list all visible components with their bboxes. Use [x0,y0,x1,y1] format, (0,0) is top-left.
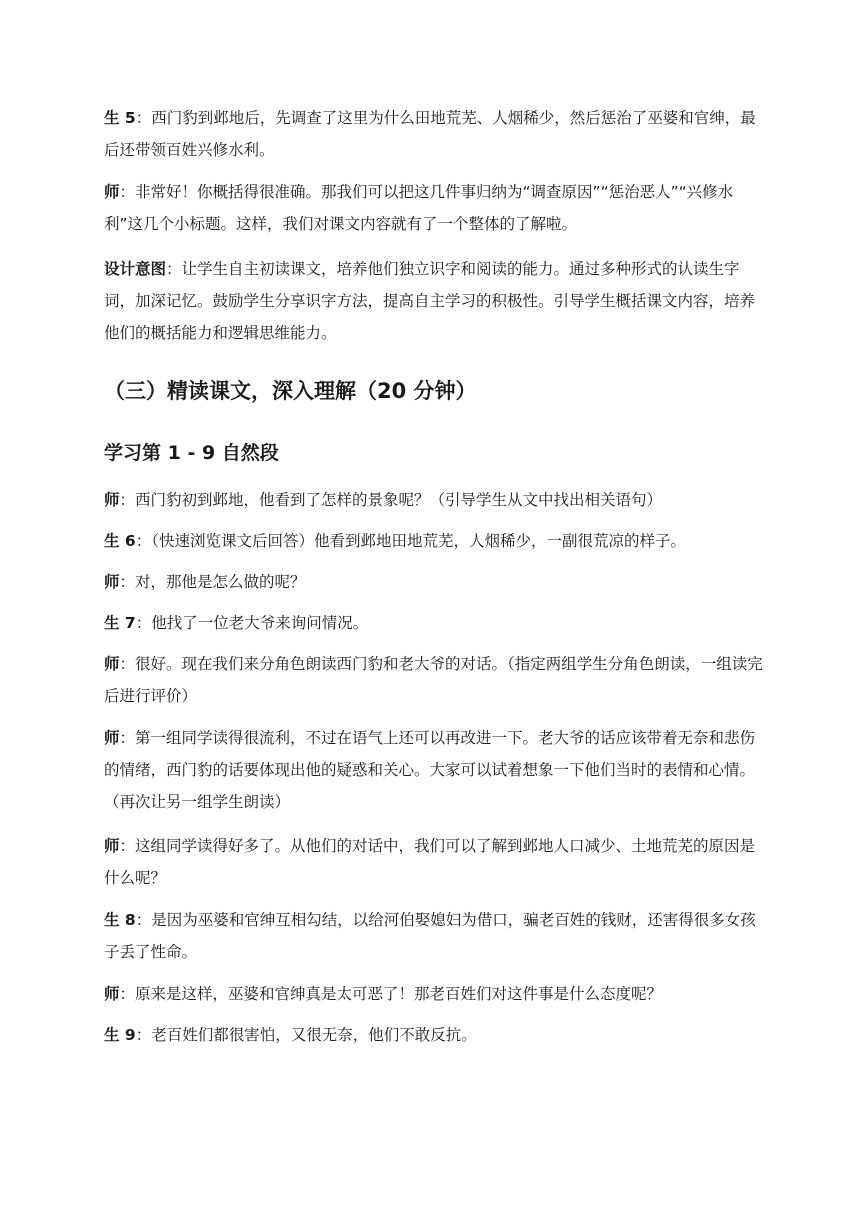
paragraph-teacher [104,648,764,712]
speaker-label: 师 [104,729,120,747]
paragraph-text: ：他找了一位老大爷来询问情况。 [135,614,369,632]
paragraph-teacher [104,484,764,516]
paragraph-text: ：是因为巫婆和官绅互相勾结，以给河伯娶媳妇为借口，骗老百姓的钱财，还害得很多女孩子丢了性命。 [104,911,756,961]
paragraph-text: ：西门豹到邺地后，先调查了这里为什么田地荒芜、人烟稀少，然后惩治了巫婆和官绅，最后还带领百姓兴修水利。 [104,109,756,159]
sub-heading: 学习第 1 - 9 自然段 [104,442,279,464]
speaker-label: 生 8 [104,911,136,929]
speaker-label: 师 [104,837,120,855]
speaker-label: 设计意图 [104,260,167,278]
speaker-label: 师 [104,985,120,1003]
paragraph-text: ：很好。现在我们来分角色朗读西门豹和老大爷的对话。（指定两组学生分角色朗读，一组读完后进行评价） [104,655,763,705]
speaker-label: 师 [104,655,120,673]
paragraph-text: ：西门豹初到邺地，他看到了怎样的景象呢？（引导学生从文中找出相关语句） [119,491,663,509]
paragraph-student-9 [104,1019,764,1051]
speaker-label: 师 [104,491,120,509]
speaker-label: 生 5 [104,109,136,127]
paragraph-text: ：让学生自主初读课文，培养他们独立识字和阅读的能力。通过多种形式的认读生字词，加深记忆。鼓励学生分享识字方法，提高自主学习的积极性。引导学生概括课文内容，培养他们的概括能力和逻辑思维能力。 [104,260,756,342]
paragraph-teacher [104,830,764,894]
paragraph-student-7 [104,607,764,639]
paragraph-student-5 [104,102,764,166]
speaker-label: 师 [104,183,120,201]
paragraph-text: ：老百姓们都很害怕，又很无奈，他们不敢反抗。 [135,1026,477,1044]
paragraph-text: ：对，那他是怎么做的呢？ [119,573,306,591]
paragraph-text: ：非常好！你概括得很准确。那我们可以把这几件事归纳为“调查原因”“惩治恶人”“兴修水利”这几个小标题。这样，我们对课文内容就有了一个整体的了解啦。 [104,183,734,233]
speaker-label: 生 6 [104,532,136,550]
paragraph-text: ：第一组同学读得很流利，不过在语气上还可以再改进一下。老大爷的话应该带着无奈和悲伤的情绪，西门豹的话要体现出他的疑惑和关心。大家可以试着想象一下他们当时的表情和心情。（再次让另一组学生朗读） [104,729,756,811]
speaker-label: 生 7 [104,614,136,632]
paragraph-text: ：（快速浏览课文后回答）他看到邺地田地荒芜，人烟稀少，一副很荒凉的样子。 [135,532,686,550]
paragraph-teacher [104,176,764,240]
paragraph-student-8 [104,904,764,968]
paragraph-text: ：原来是这样，巫婆和官绅真是太可恶了！那老百姓们对这件事是什么态度呢？ [119,985,663,1003]
paragraph-student-6 [104,525,764,557]
paragraph-text: ：这组同学读得好多了。从他们的对话中，我们可以了解到邺地人口减少、土地荒芜的原因是什么呢？ [104,837,756,887]
speaker-label: 生 9 [104,1026,136,1044]
paragraph-teacher [104,978,764,1010]
speaker-label: 师 [104,573,120,591]
paragraph-teacher [104,722,764,818]
section-heading: （三）精读课文，深入理解（20 分钟） [104,379,477,403]
paragraph-design-intent [104,253,764,349]
paragraph-teacher [104,566,764,598]
